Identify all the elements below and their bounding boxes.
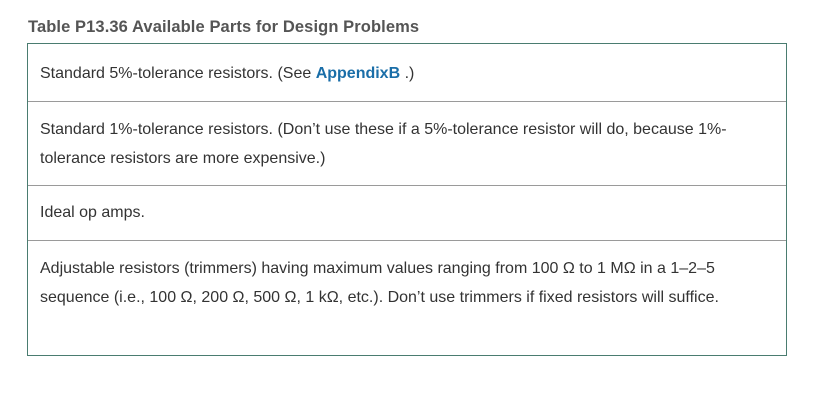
table-row bbox=[28, 240, 786, 355]
appendix-b-link[interactable]: AppendixB bbox=[315, 65, 401, 82]
parts-table bbox=[27, 43, 787, 356]
row-text: Ideal op amps. bbox=[40, 204, 145, 221]
table-row bbox=[28, 185, 786, 240]
table-row bbox=[28, 44, 786, 101]
table-row bbox=[28, 101, 786, 185]
row-text: .) bbox=[400, 65, 415, 82]
row-text: Adjustable resistors (trimmers) having maximum values ranging from 100 Ω to 1 MΩ in a 1–2–5 sequence (i.e., 100 Ω, 200 Ω, 500 Ω, 1 kΩ, etc.). Don’t use trimmers if fixed resistors will suffice. bbox=[40, 260, 719, 306]
table-caption: Table P13.36 Available Parts for Design Problems bbox=[28, 18, 420, 36]
row-text: Standard 1%-tolerance resistors. (Don’t use these if a 5%-tolerance resistor will do, because 1%-tolerance resistors are more expensive.) bbox=[40, 121, 727, 167]
row-text: Standard 5%-tolerance resistors. (See bbox=[40, 65, 316, 82]
